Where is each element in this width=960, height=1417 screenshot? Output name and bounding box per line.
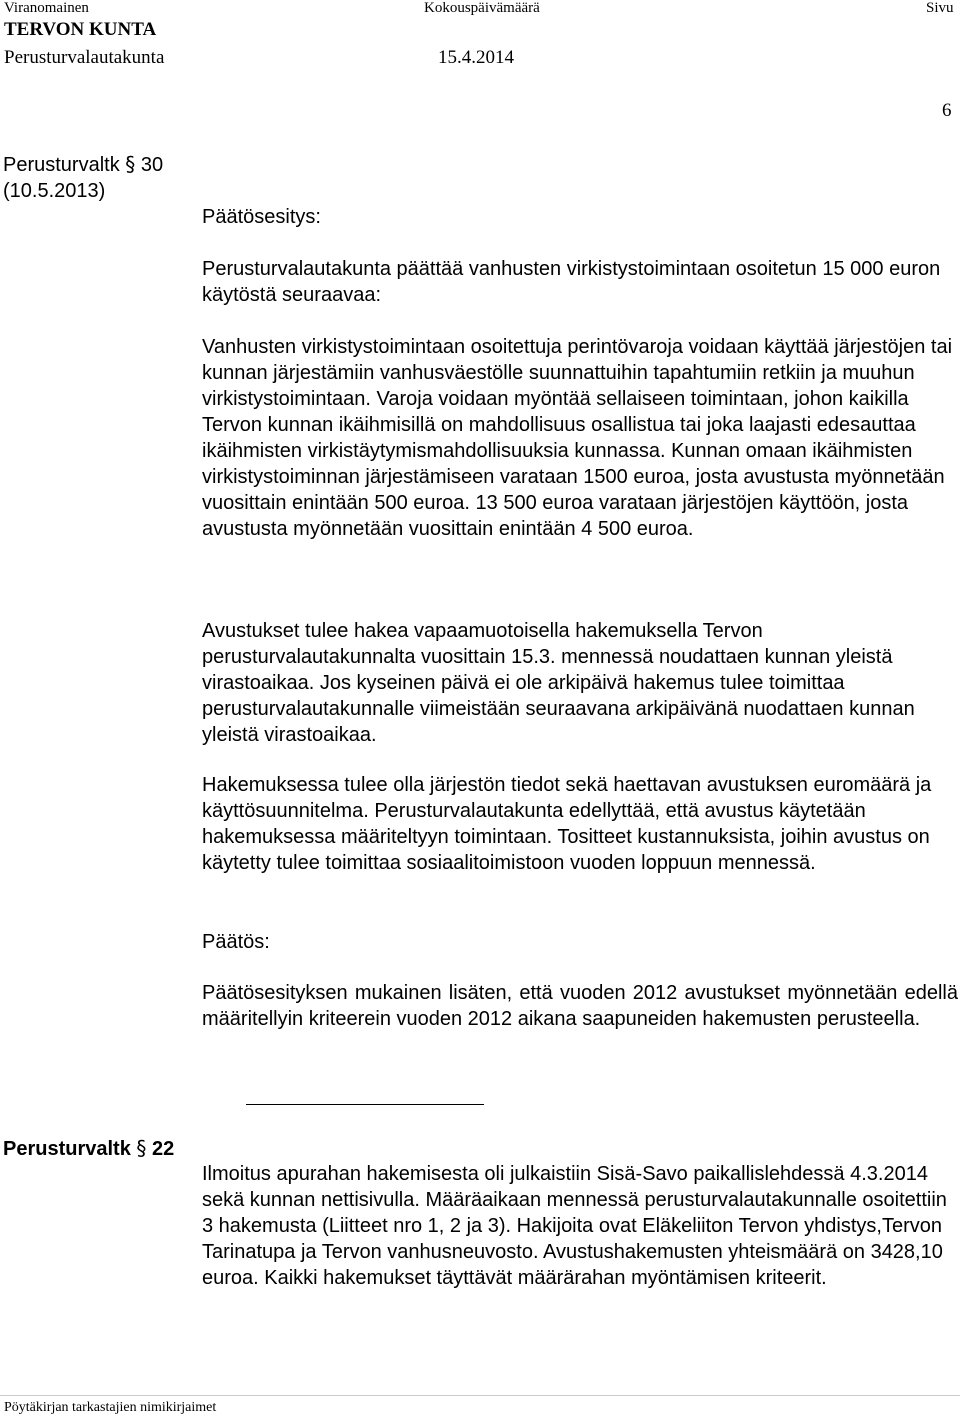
proposal-paragraph-2: Vanhusten virkistystoimintaan osoitettuja perintövaroja voidaan käyttää järjestöjen tai kunnan järjestämiin vanhusväestölle suunnattuihin tapahtumiin retkiin ja muuhun virkistystoimintaan. Varoja voidaan myöntää sellaiseen toimintaan, johon kaikilla Tervon kunnan ikäihmisillä on mahdollisuus osallistua tai joka laajasti edesauttaa ikäihmisten virkistäytymismahdollisuuksia kunnassa. Kunnan omaan ikäihmisten virkistystoiminnan järjestämiseen varataan 1500 euroa, josta avustusta myönnetään vuosittain enintään 500 euroa. 13 500 euroa varataan järjestöjen käyttöön, josta avustusta myönnetään vuosittain enintään 4 500 euroa. <box>202 336 953 540</box>
section2-ref-prefix: Perusturvaltk <box>3 1138 131 1160</box>
section1-ref-number: 30 <box>140 154 164 176</box>
board-name: Perusturvalautakunta <box>4 47 165 68</box>
page-number: 6 <box>942 100 952 121</box>
section2-ref-number: 22 <box>151 1138 175 1160</box>
proposal-paragraph-3: Avustukset tulee hakea vapaamuotoisella hakemuksella Tervon perusturvalautakunnalta vuosittain 15.3. mennessä noudattaen kunnan yleistä virastoaikaa. Jos kyseinen päivä ei ole arkipäivä hakemus tulee toimittaa perusturvalautakunnalle viimeistään seuraavana arkipäivänä nuodattaen kunnan yleistä virastoaikaa. <box>202 620 915 746</box>
header-date-label: Kokouspäivämäärä <box>424 0 540 16</box>
decision-text: Päätösesityksen mukainen lisäten, että vuoden 2012 avustukset myönnetään edellä määritellyin kriteerein vuoden 2012 aikana saapuneiden hakemusten perusteella. <box>202 982 958 1030</box>
section1-ref-date: (10.5.2013) <box>3 180 106 202</box>
proposal-paragraph-4: Hakemuksessa tulee olla järjestön tiedot sekä haettavan avustuksen euromäärä ja käyttösuunnitelma. Perusturvalautakunta edellyttää, että avustus käytetään hakemuksessa määriteltyyn toimintaan. Tositteet kustannuksista, joihin avustus on käytetty tulee toimittaa sosiaalitoimistoon vuoden loppuun mennessä. <box>202 774 932 874</box>
section2-reference <box>3 1135 174 1162</box>
authority-name: TERVON KUNTA <box>4 19 157 40</box>
section1-symbol: § <box>125 152 136 176</box>
decision-heading: Päätös: <box>202 931 270 953</box>
proposal-heading: Päätösesitys: <box>202 206 321 228</box>
header-authority-label: Viranomainen <box>4 0 89 16</box>
section-divider <box>246 1104 484 1105</box>
proposal-paragraph-1: Perusturvalautakunta päättää vanhusten virkistystoimintaan osoitetun 15 000 euron käytöstä seuraavaa: <box>202 258 941 306</box>
section1-ref-prefix: Perusturvaltk <box>3 154 120 176</box>
header-page-label: Sivu <box>926 0 954 16</box>
section2-text: Ilmoitus apurahan hakemisesta oli julkaistiin Sisä-Savo paikallislehdessä 4.3.2014 sekä kunnan nettisivulla. Määräaikaan mennessä perusturvalautakunnalle osoitettiin 3 hakemusta (Liitteet nro 1, 2 ja 3). Hakijoita ovat Eläkeliiton Tervon yhdistys,Tervon Tarinatupa ja Tervon vanhusneuvosto. Avustushakemusten yhteismäärä on 3428,10 euroa. Kaikki hakemukset täyttävät määrärahan myöntämisen kriteerit. <box>202 1163 947 1289</box>
footer-label: Pöytäkirjan tarkastajien nimikirjaimet <box>4 1400 217 1415</box>
section2-symbol: § <box>136 1136 147 1160</box>
footer-rule <box>0 1395 960 1396</box>
section1-reference <box>3 151 163 178</box>
meeting-date: 15.4.2014 <box>438 47 514 68</box>
